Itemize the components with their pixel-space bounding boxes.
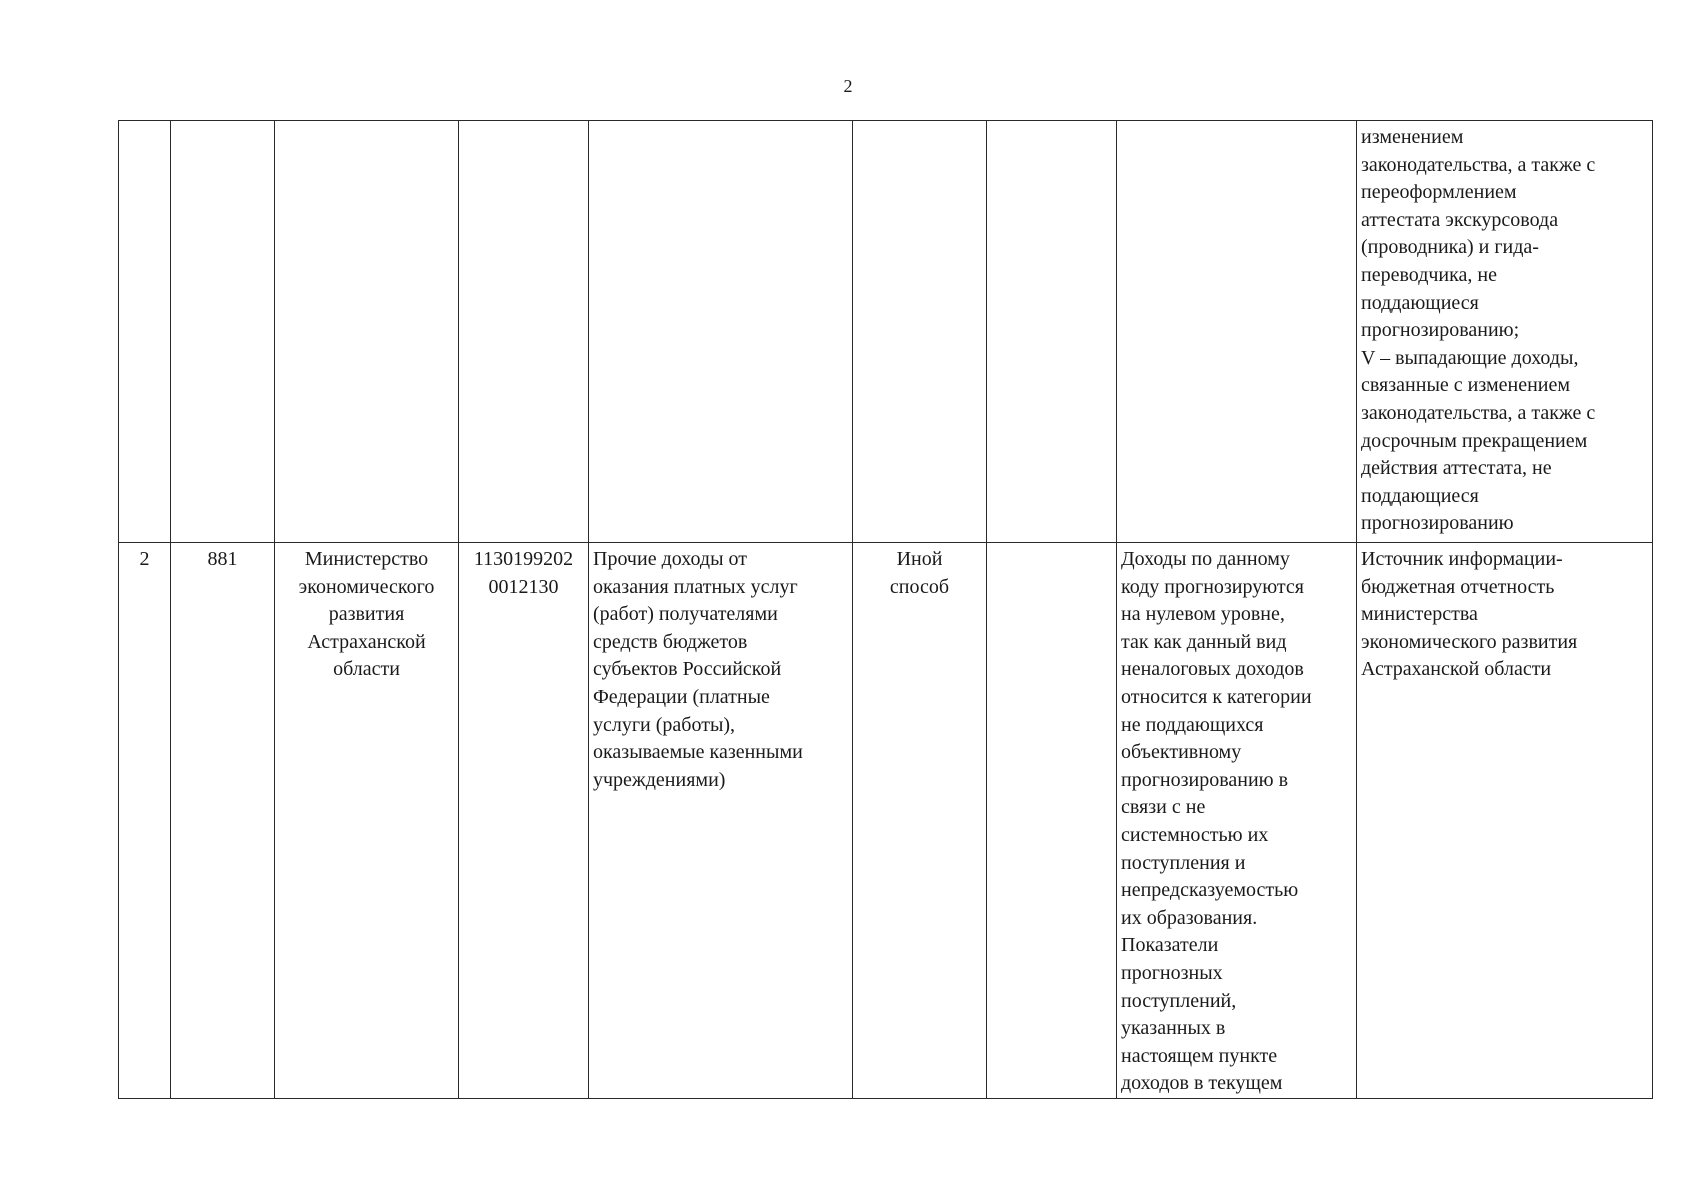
cell-kbk-code: 1130199202 0012130 bbox=[459, 543, 589, 1099]
page-number: 2 bbox=[843, 76, 853, 96]
cell-indicator-description: изменением законодательства, а также с переоформлением аттестата экскурсовода (проводника) и гида- переводчика, не поддающиеся прогнозированию; V – выпадающие доходы, связанные с изменением законодательства, а также с досрочным прекращением действия аттестата, не поддающиеся прогнозированию bbox=[1357, 121, 1653, 543]
cell-admin-code bbox=[171, 121, 275, 543]
cell-algorithm: Доходы по данному коду прогнозируются на нулевом уровне, так как данный вид неналоговых доходов относится к категории не поддающихся объективному прогнозированию в связи с не системностью их поступления и непредсказуемостью их образования. Показатели прогнозных поступлений, указанных в настоящем пункте доходов в текущем bbox=[1117, 543, 1357, 1099]
cell-revenue-name: Прочие доходы от оказания платных услуг (работ) получателями средств бюджетов субъектов Российской Федерации (платные услуги (работы), оказываемые казенными учреждениями) bbox=[589, 543, 853, 1099]
cell-revenue-name bbox=[589, 121, 853, 543]
cell-indicator-description: Источник информации- бюджетная отчетность министерства экономического развития Астраханской области bbox=[1357, 543, 1653, 1099]
table-row bbox=[119, 543, 1653, 1099]
cell-administrator bbox=[275, 121, 459, 543]
cell-administrator: Министерство экономического развития Астраханской области bbox=[275, 543, 459, 1099]
cell-admin-code: 881 bbox=[171, 543, 275, 1099]
cell-calc-method: Иной способ bbox=[853, 543, 987, 1099]
cell-row-number bbox=[119, 121, 171, 543]
cell-formula bbox=[987, 543, 1117, 1099]
cell-formula bbox=[987, 121, 1117, 543]
cell-kbk-code bbox=[459, 121, 589, 543]
cell-calc-method bbox=[853, 121, 987, 543]
cell-row-number: 2 bbox=[119, 543, 171, 1099]
table-row bbox=[119, 121, 1653, 543]
revenue-forecast-table bbox=[118, 120, 1653, 1099]
cell-algorithm bbox=[1117, 121, 1357, 543]
